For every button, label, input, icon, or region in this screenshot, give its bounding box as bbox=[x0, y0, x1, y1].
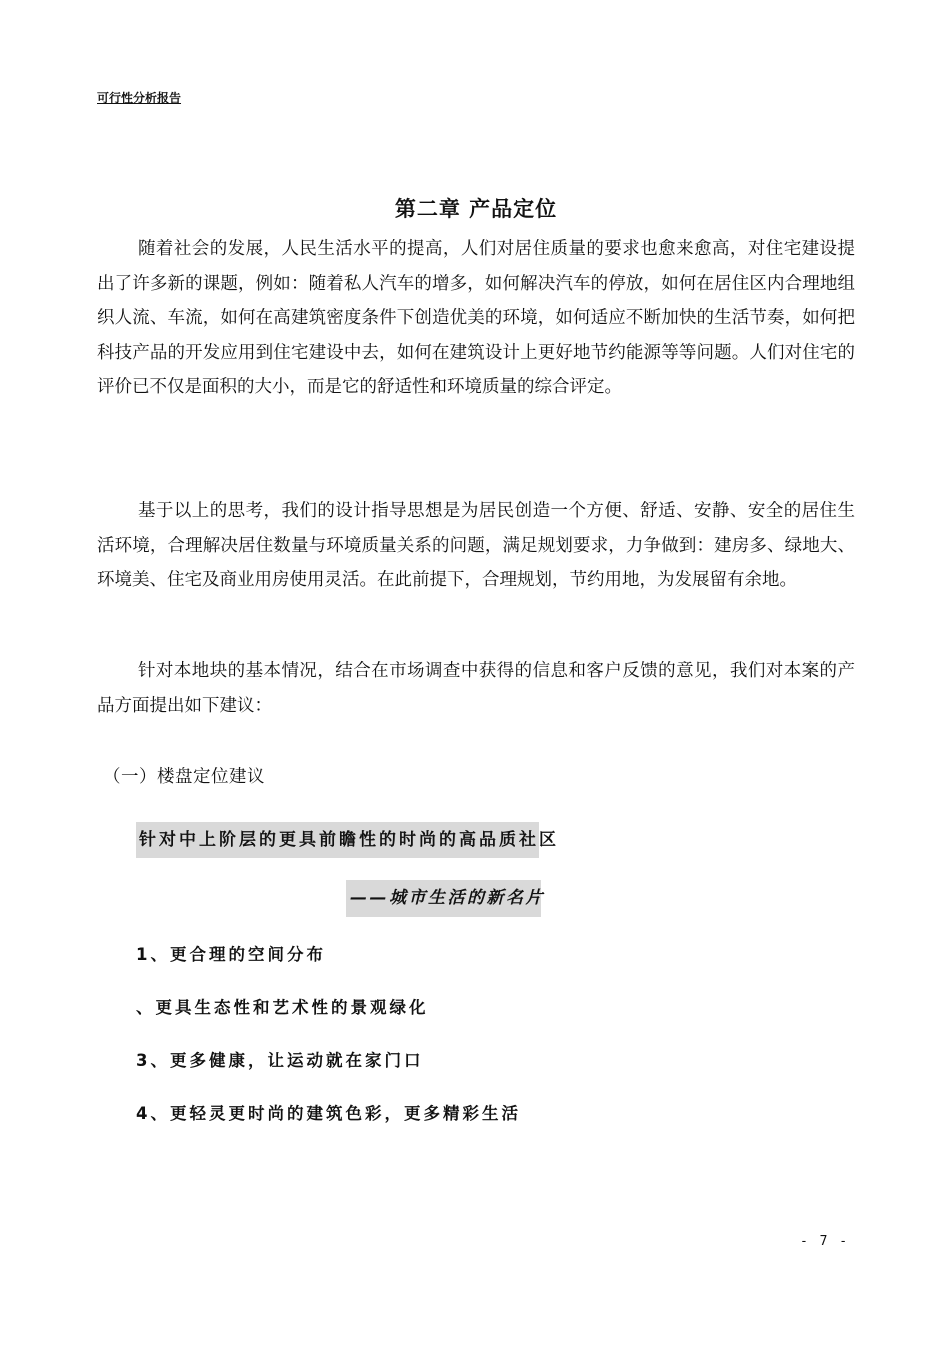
positioning-subslogan: ——城市生活的新名片 bbox=[346, 880, 541, 917]
positioning-slogan: 针对中上阶层的更具前瞻性的时尚的高品质社区 bbox=[136, 822, 539, 858]
feature-item-1: 1、更合理的空间分布 bbox=[136, 945, 326, 964]
chapter-title: 第二章 产品定位 bbox=[394, 197, 558, 221]
section-heading: （一）楼盘定位建议 bbox=[103, 767, 265, 787]
page-number: - 7 - bbox=[800, 1234, 850, 1249]
feature-item-2: 、更具生态性和艺术性的景观绿化 bbox=[136, 998, 429, 1017]
body-paragraph-3: 针对本地块的基本情况，结合在市场调查中获得的信息和客户反馈的意见，我们对本案的产品方面提出如下建议： bbox=[97, 661, 855, 716]
body-paragraph-2: 基于以上的思考，我们的设计指导思想是为居民创造一个方便、舒适、安静、安全的居住生活环境，合理解决居住数量与环境质量关系的问题，满足规划要求，力争做到：建房多、绿地大、环境美、住宅及商业用房使用灵活。在此前提下，合理规划，节约用地，为发展留有余地。 bbox=[97, 501, 855, 591]
feature-list bbox=[136, 938, 521, 1150]
feature-item-3: 3、更多健康，让运动就在家门口 bbox=[136, 1051, 424, 1070]
body-paragraph-1: 随着社会的发展，人民生活水平的提高，人们对居住质量的要求也愈来愈高，对住宅建设提出了许多新的课题，例如：随着私人汽车的增多，如何解决汽车的停放，如何在居住区内合理地组织人流、车流，如何在高建筑密度条件下创造优美的环境，如何适应不断加快的生活节奏，如何把科技产品的开发应用到住宅建设中去，如何在建筑设计上更好地节约能源等等问题。人们对住宅的评价已不仅是面积的大小，而是它的舒适性和环境质量的综合评定。 bbox=[97, 239, 855, 398]
feature-item-4: 4、更轻灵更时尚的建筑色彩，更多精彩生活 bbox=[136, 1104, 521, 1123]
running-header: 可行性分析报告 bbox=[97, 91, 182, 105]
